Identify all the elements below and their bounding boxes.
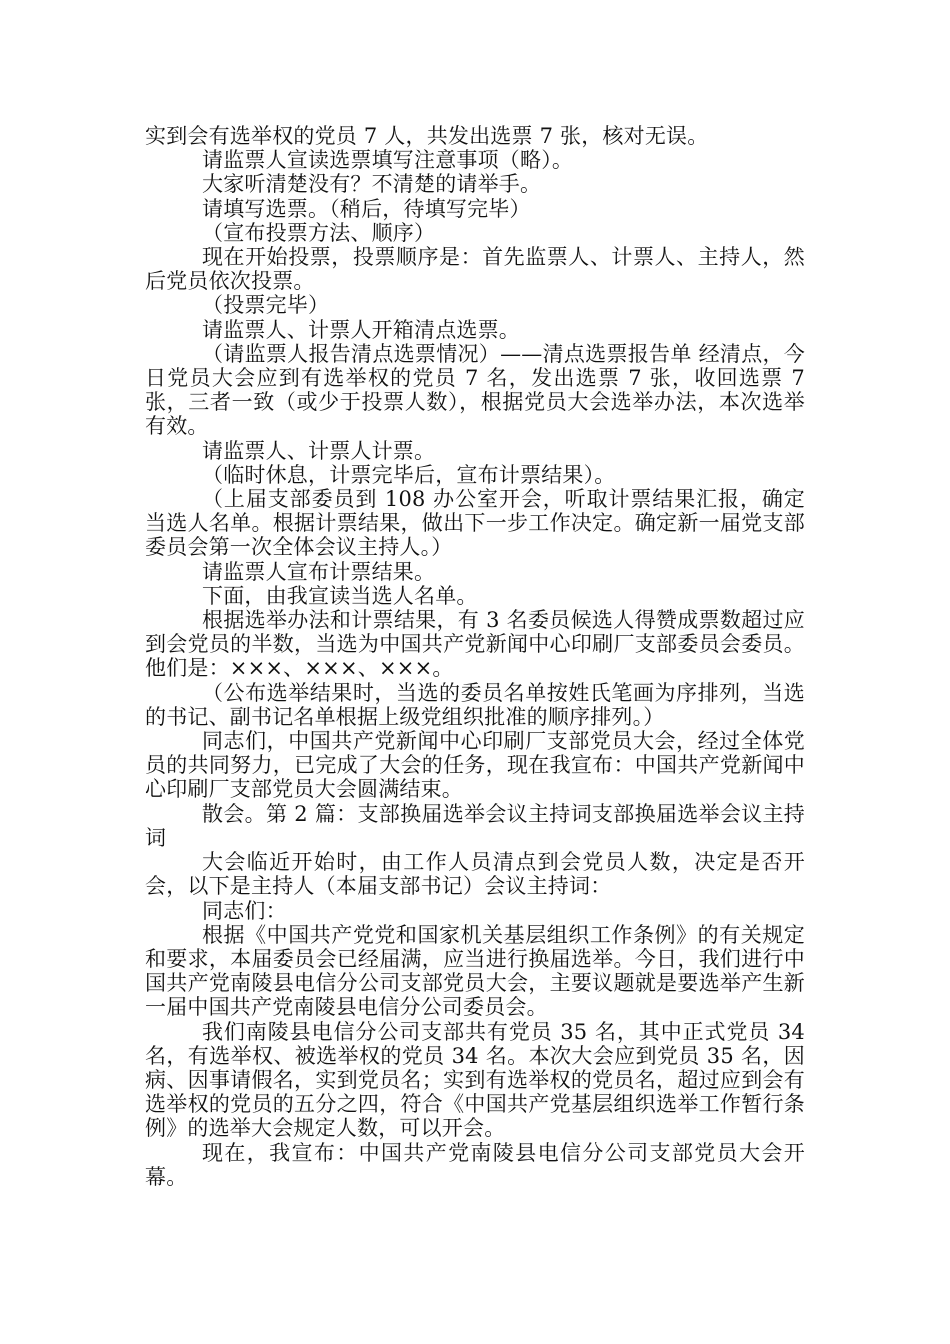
paragraph: 请监票人、计票人开箱清点选票。 [202,317,520,342]
paragraph: 根据《中国共产党党和国家机关基层组织工作条例》的有关规定和要求，本届委员会已经届满，应当进行换届选举。今日，我们进行中国共产党南陵县电信分公司支部党员大会，主要议题就是要选举产生新一届中国共产党南陵县电信分公司委员会。 [145,922,805,1020]
paragraph: （公布选举结果时，当选的委员名单按姓氏笔画为序排列，当选的书记、副书记名单根据上级党组织批准的顺序排列。） [145,680,805,729]
paragraph: （请监票人报告清点选票情况）——清点选票报告单 经清点，今日党员大会应到有选举权的党员 7 名，发出选票 7 张，收回选票 7 张，三者一致（或少于投票人数），根据党员大会选举办法，本次选举有效。 [145,341,805,439]
paragraph: 根据选举办法和计票结果，有 3 名委员候选人得赞成票数超过应到会党员的半数，当选为中国共产党新闻中心印刷厂支部委员会委员。他们是：×××、×××、×××。 [145,608,805,681]
paragraph: 下面，由我宣读当选人名单。 [202,583,478,608]
paragraph: （上届支部委员到 108 办公室开会，听取计票结果汇报，确定当选人名单。根据计票结果，做出下一步工作决定。确定新一届党支部委员会第一次全体会议主持人。） [145,487,805,560]
paragraph: （投票完毕） [202,293,330,318]
paragraph: 大会临近开始时，由工作人员清点到会党员人数，决定是否开会，以下是主持人（本届支部书记）会议主持词： [145,850,805,899]
paragraph: 同志们，中国共产党新闻中心印刷厂支部党员大会，经过全体党员的共同努力，已完成了大会的任务，现在我宣布：中国共产党新闻中心印刷厂支部党员大会圆满结束。 [145,729,805,802]
paragraph: 请监票人、计票人计票。 [202,438,436,463]
paragraph: 请填写选票。（稍后，待填写完毕） [202,196,531,221]
paragraph: 散会。第 2 篇：支部换届选举会议主持词支部换届选举会议主持词 [145,801,805,850]
paragraph: 实到会有选举权的党员 7 人，共发出选票 7 张，核对无误。 [145,124,709,148]
document-body [145,124,805,1189]
paragraph: 现在，我宣布：中国共产党南陵县电信分公司支部党员大会开幕。 [145,1140,805,1189]
paragraph: （临时休息，计票完毕后，宣布计票结果）。 [202,462,616,487]
paragraph: 大家听清楚没有？不清楚的请举手。 [202,172,542,197]
paragraph: 我们南陵县电信分公司支部共有党员 35 名，其中正式党员 34 名，有选举权、被选举权的党员 34 名。本次大会应到党员 35 名，因病、因事请假名，实到党员名；实到有选举权的党员名，超过应到会有选举权的党员的五分之四，符合《中国共产党基层组织选举工作暂行条例》的选举大会规定人数，可以开会。 [145,1019,805,1141]
paragraph: 同志们： [202,898,287,923]
paragraph: （宣布投票方法、顺序） [202,220,436,245]
paragraph: 请监票人宣读选票填写注意事项（略）。 [202,148,574,173]
paragraph: 请监票人宣布计票结果。 [202,559,436,584]
paragraph: 现在开始投票，投票顺序是：首先监票人、计票人、主持人，然后党员依次投票。 [145,245,805,294]
